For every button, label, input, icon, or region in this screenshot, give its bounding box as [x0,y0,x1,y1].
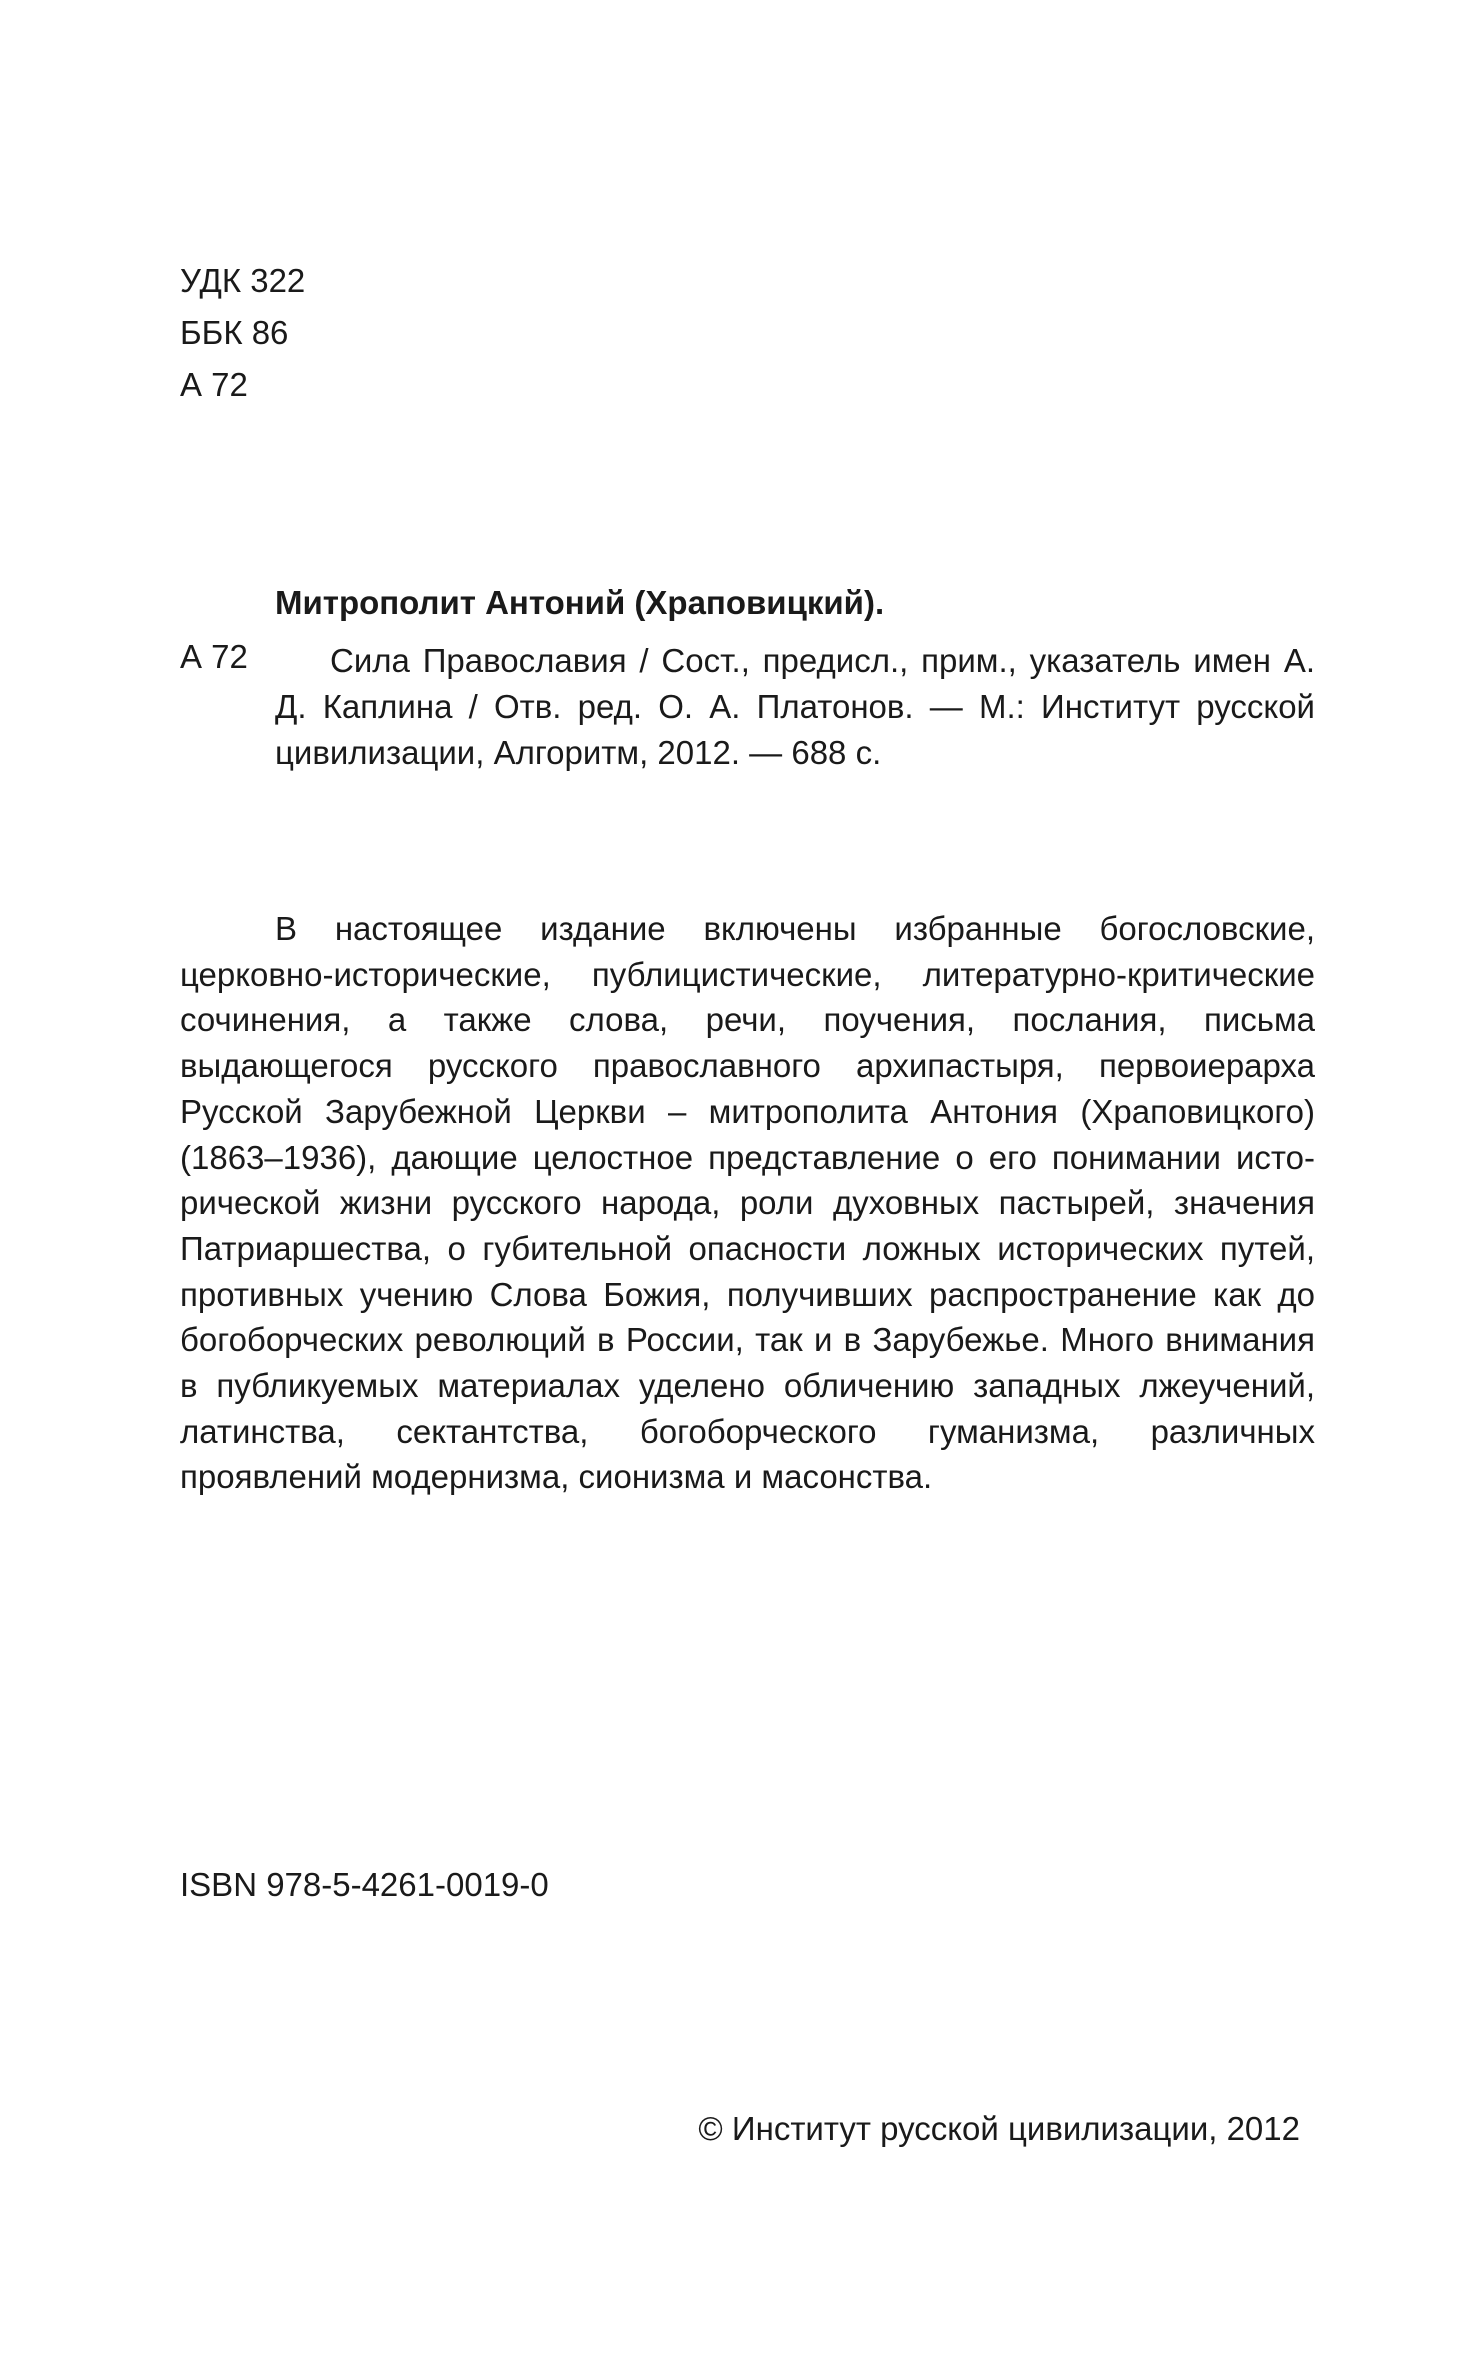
author-mark: А 72 [180,366,248,403]
catalog-code: А 72 [180,638,248,675]
udk-code: УДК 322 [180,262,306,299]
catalog-author: Митрополит Антоний (Храповицкий). [275,584,885,621]
bbk-code: ББК 86 [180,314,289,351]
copyright-notice: © Институт русской цивилизации, 2012 [698,2110,1300,2147]
isbn: ISBN 978-5-4261-0019-0 [180,1866,549,1903]
catalog-description: Сила Православия / Сост., предисл., прим., указатель имен А. Д. Каплина / Отв. ред. О. А. Платонов. — М.: Институт русской цивилизации, Алгоритм, 2012. — 688 с. [275,642,1315,771]
annotation-paragraph: В настоящее издание включены избранные богословские, церковно-исторические, публицистические, литературно-критические сочинения, а также слова, речи, поучения, послания, письма выдающегося русского православного архипастыря, первоиерарха Русской Зарубежной Церкви – митрополита Антония (Храповицкого) (1863–1936), дающие целостное представление о его понимании исторической жизни русского народа, роли духовных пастырей, значения Патриаршества, о губительной опасности ложных исторических путей, противных учению Слова Божия, получивших распространение как до богоборческих революций в России, так и в Зарубежье. Много внимания в публикуемых материалах уделено обличению западных лжеучений, латинства, сектантства, богоборческого гуманизма, различных проявлений модернизма, сионизма и масонства. [180,910,1315,1496]
classification-codes [180,255,305,411]
